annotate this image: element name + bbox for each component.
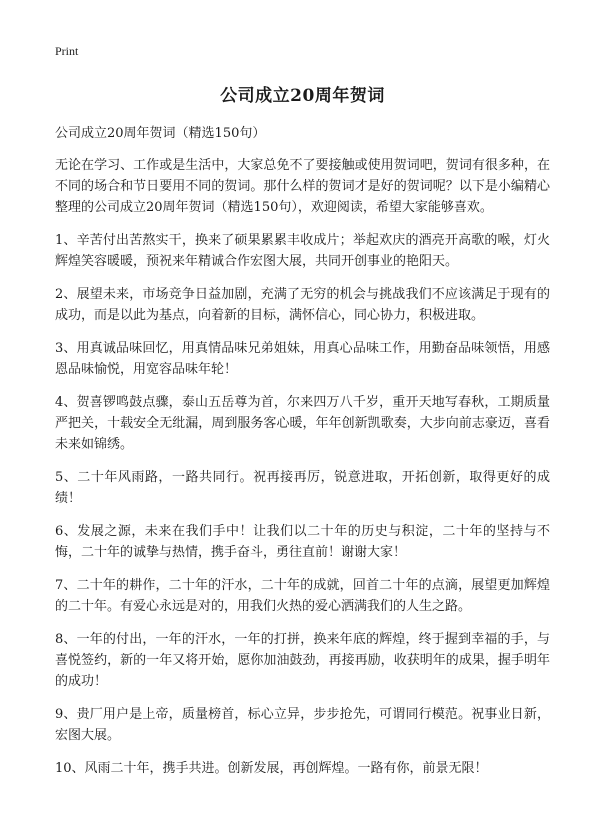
greeting-item: 6、发展之源，未来在我们手中！让我们以二十年的历史与积淀，二十年的坚持与不悔，二十年的诚挚与热情，携手奋斗，勇往直前！谢谢大家！ [55, 524, 550, 560]
document-subtitle: 公司成立20周年贺词（精选150句） [55, 126, 266, 141]
greeting-item: 2、展望未来，市场竞争日益加剧，充满了无穷的机会与挑战我们不应该满足于现有的成功，而是以此为基点，向着新的目标，满怀信心，同心协力，积极进取。 [55, 287, 550, 323]
intro-paragraph: 无论在学习、工作或是生活中，大家总免不了要接触或使用贺词吧，贺词有很多种，在不同的场合和节日要用不同的贺词。那什么样的贺词才是好的贺词呢？以下是小编精心整理的公司成立20周年贺词（精选150句），欢迎阅读，希望大家能够喜欢。 [55, 158, 550, 215]
greeting-item: 7、二十年的耕作，二十年的汗水，二十年的成就，回首二十年的点滴，展望更加辉煌的二十年。有爱心永远是对的，用我们火热的爱心洒满我们的人生之路。 [55, 578, 550, 614]
greeting-item: 1、辛苦付出苦熬实干，换来了硕果累累丰收成片；举起欢庆的酒亮开高歌的喉，灯火辉煌笑容暖暖，预祝来年精诚合作宏图大展，共同开创事业的艳阳天。 [55, 233, 550, 269]
greeting-item: 3、用真诚品味回忆，用真情品味兄弟姐妹，用真心品味工作，用勤奋品味领悟，用感恩品味愉悦，用宽容品味年轮！ [55, 341, 550, 377]
greeting-item: 4、贺喜锣鸣鼓点骤，泰山五岳尊为首，尔来四万八千岁，重开天地写春秋，工期质量严把关，十载安全无纰漏，周到服务客心暖，年年创新凯歌奏，大步向前志豪迈，喜看未来如锦绣。 [55, 395, 550, 452]
greeting-item: 9、贵厂用户是上帝，质量榜首，标心立异，步步抢先，可谓同行模范。祝事业日新，宏图大展。 [55, 707, 550, 743]
greeting-item: 8、一年的付出，一年的汗水，一年的打拼，换来年底的辉煌，终于握到幸福的手，与喜悦签约，新的一年又将开始，愿你加油鼓劲，再接再励，收获明年的成果，握手明年的成功！ [55, 632, 550, 689]
greeting-item: 5、二十年风雨路，一路共同行。祝再接再厉，锐意进取，开拓创新，取得更好的成绩！ [55, 470, 550, 506]
greeting-item: 10、风雨二十年，携手共进。创新发展，再创辉煌。一路有你，前景无限！ [55, 761, 488, 776]
document-title: 公司成立20周年贺词 [220, 86, 385, 106]
print-link[interactable]: Print [55, 44, 79, 58]
